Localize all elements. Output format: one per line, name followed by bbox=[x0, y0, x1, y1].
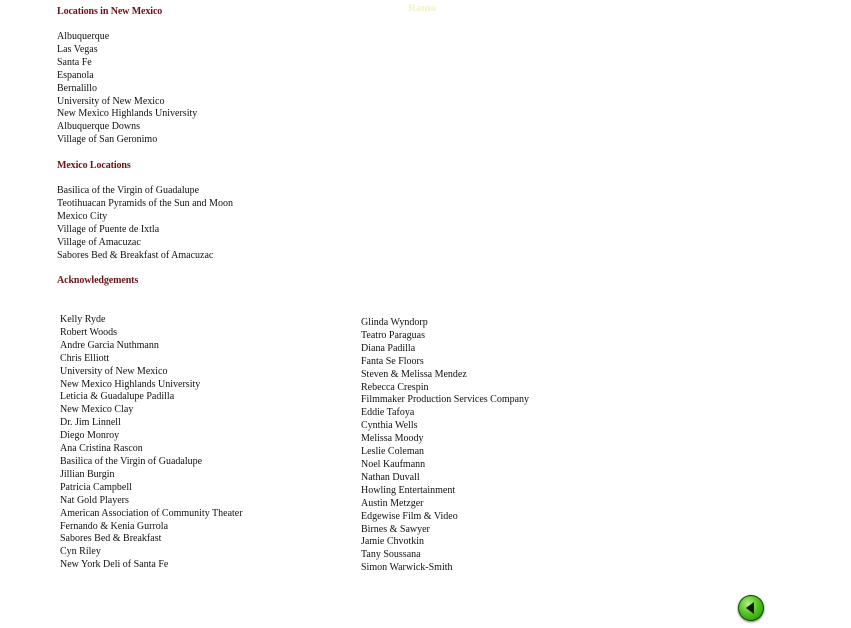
list-item: Fanta Se Floors bbox=[361, 355, 424, 367]
list-item: Las Vegas bbox=[57, 43, 98, 55]
list-item: Diana Padilla bbox=[361, 342, 416, 354]
list-item: Birnes & Sawyer bbox=[361, 523, 430, 535]
list-item: Leticia & Guadalupe Padilla bbox=[60, 391, 175, 403]
list-item: Nathan Duvall bbox=[361, 471, 420, 483]
acknowledgements-left-column bbox=[60, 314, 243, 572]
list-item: Village of Amacuzac bbox=[57, 236, 141, 248]
list-item: Sabores Bed & Breakfast of Amacuzac bbox=[57, 249, 214, 261]
list-item: Kelly Ryde bbox=[60, 314, 106, 325]
list-item: Cyn Riley bbox=[60, 546, 101, 558]
list-item: Teatro Paraguas bbox=[361, 329, 425, 341]
list-item: Cynthia Wells bbox=[361, 420, 418, 432]
list-item: Santa Fe bbox=[57, 56, 92, 68]
list-item: Nat Gold Players bbox=[60, 494, 129, 506]
list-item: Simon Warwick-Smith bbox=[361, 562, 453, 574]
list-item: Bernalillo bbox=[57, 82, 97, 94]
back-button[interactable] bbox=[738, 595, 764, 621]
list-item: Dr. Jim Linnell bbox=[60, 417, 121, 429]
acknowledgements-heading: Acknowledgements bbox=[57, 275, 139, 286]
list-item: Village of Puente de Ixtla bbox=[57, 223, 160, 235]
list-item: Diego Monroy bbox=[60, 430, 120, 442]
list-item: Robert Woods bbox=[60, 326, 118, 338]
list-item: Teotihuacan Pyramids of the Sun and Moon bbox=[57, 197, 233, 209]
list-item: New Mexico Clay bbox=[60, 404, 134, 416]
mexico-locations-list bbox=[57, 185, 233, 262]
list-item: Howling Entertainment bbox=[361, 484, 456, 496]
list-item: Steven & Melissa Mendez bbox=[361, 368, 467, 380]
list-item: Austin Metzger bbox=[361, 497, 424, 509]
list-item: University of New Mexico bbox=[57, 95, 165, 107]
list-item: Mexico City bbox=[57, 210, 108, 222]
list-item: New Mexico Highlands University bbox=[57, 108, 198, 120]
list-item: Leslie Coleman bbox=[361, 446, 425, 458]
list-item: Espanola bbox=[57, 69, 94, 81]
mexico-heading: Mexico Locations bbox=[57, 160, 131, 171]
new-mexico-locations-list bbox=[57, 31, 197, 147]
list-item: Glinda Wyndorp bbox=[361, 317, 428, 328]
faint-header-text: Ramo bbox=[408, 2, 437, 14]
list-item: Fernando & Kenia Gurrola bbox=[60, 520, 169, 532]
list-item: University of New Mexico bbox=[60, 365, 168, 377]
list-item: Filmmaker Production Services Company bbox=[361, 394, 530, 406]
list-item: Jillian Burgin bbox=[60, 468, 115, 480]
list-item: Jamie Chvotkin bbox=[361, 536, 425, 548]
list-item: Eddie Tafoya bbox=[361, 407, 415, 419]
list-item: New York Deli of Santa Fe bbox=[60, 559, 169, 571]
new-mexico-heading: Locations in New Mexico bbox=[57, 6, 163, 17]
list-item: Sabores Bed & Breakfast bbox=[60, 533, 162, 545]
list-item: Village of San Geronimo bbox=[57, 134, 158, 146]
acknowledgements-right-column bbox=[361, 317, 529, 575]
list-item: Basilica of the Virgin of Guadalupe bbox=[57, 185, 200, 196]
list-item: Rebecca Crespin bbox=[361, 381, 429, 393]
list-item: Andre Garcia Nuthmann bbox=[60, 339, 159, 351]
list-item: American Association of Community Theater bbox=[60, 507, 243, 519]
list-item: Albuquerque Downs bbox=[57, 121, 141, 133]
left-arrow-icon bbox=[738, 595, 764, 621]
list-item: Patricia Campbell bbox=[60, 481, 132, 493]
list-item: Melissa Moody bbox=[361, 433, 424, 445]
list-item: Edgewise Film & Video bbox=[361, 510, 458, 522]
list-item: Basilica of the Virgin of Guadalupe bbox=[60, 455, 203, 467]
list-item: Noel Kaufmann bbox=[361, 458, 426, 470]
list-item: Albuquerque bbox=[57, 31, 110, 42]
list-item: Chris Elliott bbox=[60, 352, 110, 364]
list-item: Tany Soussana bbox=[361, 549, 421, 561]
list-item: Ana Cristina Rascon bbox=[60, 443, 143, 455]
list-item: New Mexico Highlands University bbox=[60, 378, 201, 390]
